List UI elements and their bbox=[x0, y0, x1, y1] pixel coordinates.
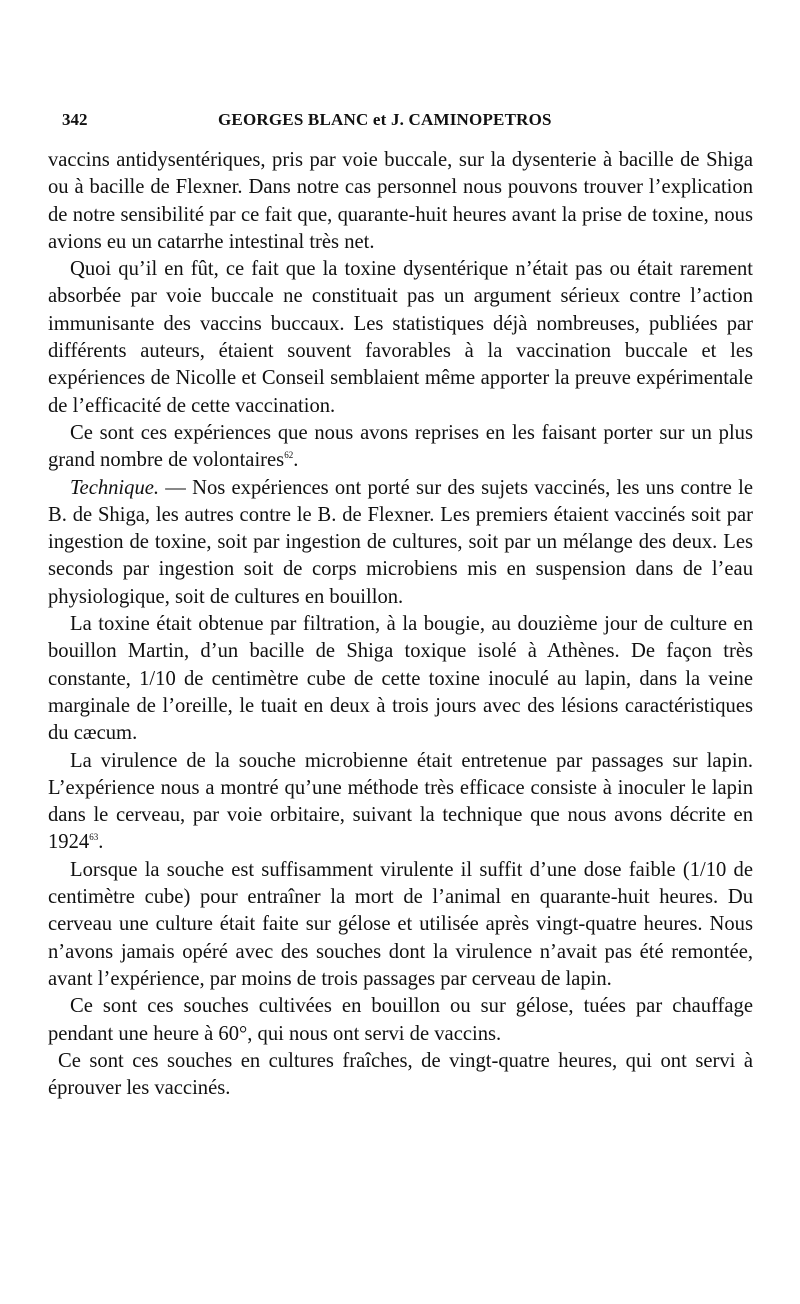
paragraph: La toxine était obtenue par filtration, à la bougie, au douzième jour de culture en bouillon Martin, d’un bacille de Shiga toxique isolé à Athènes. De façon très constante, 1/10 de centimètre cube de cette toxine inoculé au lapin, dans la veine marginale de l’oreille, le tuait en deux à trois jours avec des lésions caractéristiques du cæcum. bbox=[48, 613, 753, 745]
paragraph: Lorsque la souche est suffisamment virulente il suffit d’une dose faible (1/10 de centimètre cube) pour entraîner la mort de l’animal en quarante-huit heures. Du cerveau une culture était faite sur gélose et utilisée après vingt-quatre heures. Nous n’avons jamais opéré avec des souches dont la virulence n’avait pas été remontée, avant l’expérience, par moins de trois passages par cerveau de lapin. bbox=[48, 858, 753, 990]
page-number: 342 bbox=[62, 110, 88, 129]
footnote-marker: 63 bbox=[89, 832, 99, 843]
running-title: GEORGES BLANC et J. CAMINOPETROS bbox=[218, 110, 552, 129]
paragraph: Quoi qu’il en fût, ce fait que la toxine dysentérique n’était pas ou était rarement absorbée par voie buccale ne constituait pas un argument sérieux contre l’action immunisante des vaccins buccaux. Les statistiques déjà nombreuses, publiées par différents auteurs, étaient souvent favorables à la vaccination buccale et les expériences de Nicolle et Conseil semblaient même apporter la preuve expérimentale de l’efficacité de cette vaccination. bbox=[48, 258, 753, 417]
paragraph: vaccins antidysentériques, pris par voie buccale, sur la dysenterie à bacille de Shiga ou à bacille de Flexner. Dans notre cas personnel nous pouvons trouver l’explication de notre sensibilité par ce fait que, quarante-huit heures avant la prise de toxine, nous avions eu un catarrhe intestinal très net. bbox=[48, 149, 753, 253]
paragraph-technique: Technique. — Nos expériences ont porté sur des sujets vaccinés, les uns contre le B. de Shiga, les autres contre le B. de Flexner. Les premiers étaient vaccinés soit par ingestion de toxine, soit par ingestion de cultures, soit par un mélange des deux. Les seconds par ingestion soit de corps microbiens mis en suspension dans de l’eau physiologique, soit de cultures en bouillon. bbox=[48, 476, 753, 608]
section-lead-in: Technique. bbox=[70, 476, 160, 499]
body-text bbox=[48, 147, 753, 1102]
paragraph: Ce sont ces souches en cultures fraîches, de vingt-quatre heures, qui ont servi à éprouver les vaccinés. bbox=[48, 1049, 753, 1100]
paragraph: La virulence de la souche microbienne était entretenue par passages sur lapin. L’expérience nous a montré qu’une méthode très efficace consiste à inoculer le lapin dans le cerveau, par voie orbitaire, suivant la technique que nous avons décrite en 1924$^{63}$. bbox=[48, 749, 753, 854]
page-header bbox=[62, 110, 752, 134]
paragraph: Ce sont ces souches cultivées en bouillon ou sur gélose, tuées par chauffage pendant une heure à 60°, qui nous ont servi de vaccins. bbox=[48, 995, 753, 1045]
footnote-marker: 62 bbox=[284, 450, 294, 461]
paragraph: Ce sont ces expériences que nous avons reprises en les faisant porter sur un plus grand nombre de volontaires$^{62}$. bbox=[48, 421, 753, 472]
